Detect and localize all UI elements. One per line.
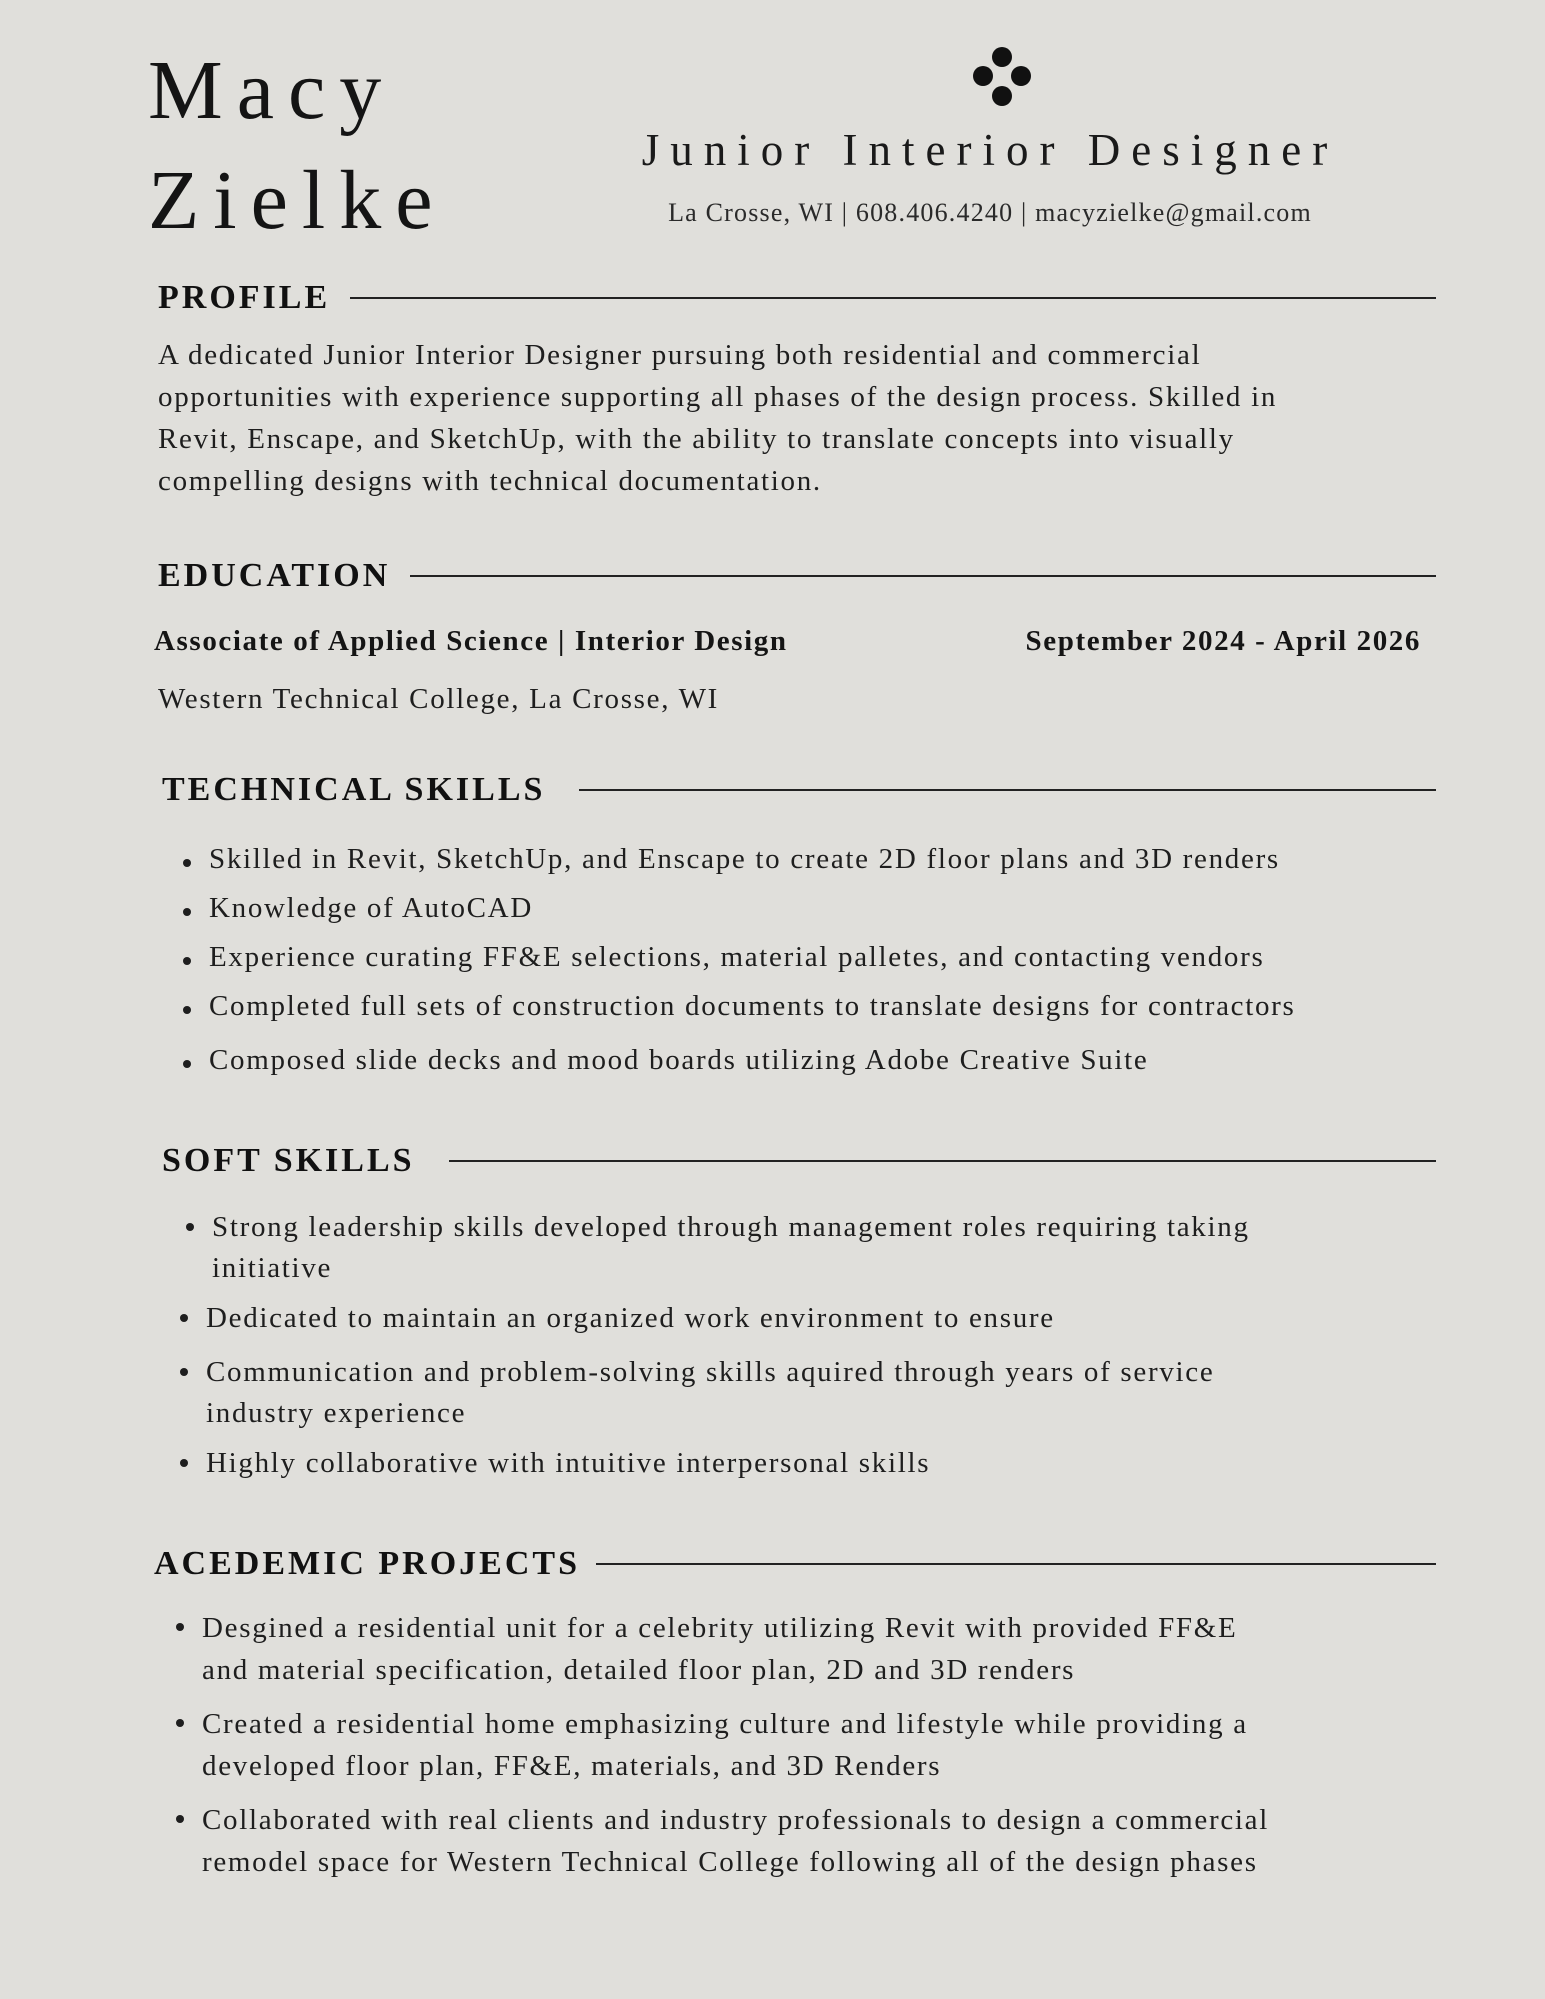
- list-item-line: developed floor plan, FF&E, materials, and 3D Renders: [202, 1750, 942, 1782]
- list-item: [202, 1607, 1269, 1703]
- list-item: [206, 1352, 1250, 1443]
- projects-list: [202, 1607, 1269, 1883]
- list-item: Composed slide decks and mood boards utilizing Adobe Creative Suite: [209, 1044, 1296, 1093]
- four-dot-flower-icon: [968, 44, 1036, 112]
- section-title-soft-skills: SOFT SKILLS: [162, 1142, 415, 1179]
- last-name: Zielke: [148, 154, 447, 247]
- list-item-line: Dedicated to maintain an organized work environment to ensure: [206, 1302, 1055, 1334]
- section-title-profile: PROFILE: [158, 279, 331, 316]
- section-title-technical-skills: TECHNICAL SKILLS: [162, 771, 546, 808]
- profile-line: compelling designs with technical documentation.: [158, 465, 822, 497]
- list-item: Completed full sets of construction documents to translate designs for contractors: [209, 990, 1296, 1044]
- profile-text: [158, 334, 1418, 502]
- profile-section-header: [158, 278, 1436, 318]
- list-item-line: Desgined a residential unit for a celebrity utilizing Revit with provided FF&E: [202, 1612, 1238, 1644]
- list-item-line: and material specification, detailed floor plan, 2D and 3D renders: [202, 1654, 1076, 1686]
- profile-line: opportunities with experience supporting all phases of the design process. Skilled in: [158, 381, 1278, 413]
- list-item-line: Communication and problem-solving skills aquired through years of service: [206, 1356, 1215, 1388]
- section-divider: [350, 297, 1436, 299]
- list-item: Knowledge of AutoCAD: [209, 892, 1296, 941]
- section-divider: [579, 789, 1436, 791]
- school-name: Western Technical College, La Crosse, WI: [158, 683, 720, 715]
- list-item-line: initiative: [212, 1252, 333, 1284]
- list-item-line: Highly collaborative with intuitive interpersonal skills: [206, 1447, 931, 1479]
- section-title-projects: ACEDEMIC PROJECTS: [154, 1545, 580, 1582]
- section-divider: [410, 575, 1436, 577]
- first-name: Macy: [148, 44, 396, 137]
- list-item: [202, 1799, 1269, 1883]
- technical-skills-section-header: [162, 770, 1436, 810]
- list-item-line: remodel space for Western Technical College following all of the design phases: [202, 1846, 1258, 1878]
- list-item-line: industry experience: [206, 1397, 467, 1429]
- soft-skills-section-header: [162, 1141, 1436, 1181]
- candidate-name: [148, 36, 447, 256]
- projects-section-header: [154, 1544, 1436, 1584]
- list-item-line: Collaborated with real clients and industry professionals to design a commercial: [202, 1804, 1269, 1836]
- list-item: [206, 1443, 1250, 1484]
- list-item: [206, 1298, 1250, 1352]
- profile-line: Revit, Enscape, and SketchUp, with the ability to translate concepts into visually: [158, 423, 1235, 455]
- list-item: Skilled in Revit, SketchUp, and Enscape to create 2D floor plans and 3D renders: [209, 843, 1296, 892]
- soft-skills-list: [206, 1207, 1250, 1484]
- technical-skills-list: [209, 843, 1296, 1093]
- job-title: Junior Interior Designer: [641, 125, 1339, 175]
- list-item: [212, 1207, 1250, 1298]
- list-item: [202, 1703, 1269, 1799]
- section-divider: [596, 1563, 1436, 1565]
- profile-line: A dedicated Junior Interior Designer pursuing both residential and commercial: [158, 339, 1202, 371]
- list-item-line: Strong leadership skills developed through management roles requiring taking: [212, 1211, 1250, 1243]
- degree-title: Associate of Applied Science | Interior Design: [154, 625, 788, 657]
- section-title-education: EDUCATION: [158, 557, 391, 594]
- list-item: Experience curating FF&E selections, material palletes, and contacting vendors: [209, 941, 1296, 990]
- list-item-line: Created a residential home emphasizing culture and lifestyle while providing a: [202, 1708, 1248, 1740]
- education-dates: September 2024 - April 2026: [1025, 625, 1421, 657]
- section-divider: [449, 1160, 1436, 1162]
- contact-info: La Crosse, WI | 608.406.4240 | macyzielke@gmail.com: [668, 198, 1312, 227]
- education-section-header: [158, 556, 1436, 596]
